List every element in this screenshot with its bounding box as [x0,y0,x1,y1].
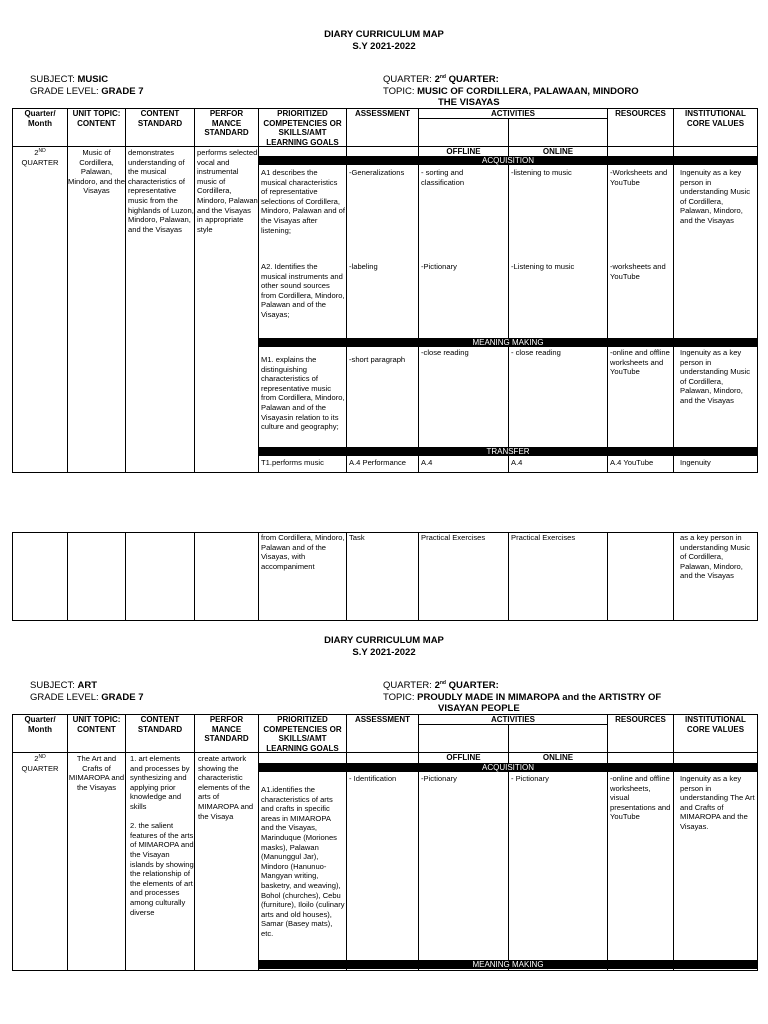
music-doc-title: DIARY CURRICULUM MAP [324,29,444,40]
music-performance-standard-cell: performs selected vocal and instrumental music of Cordillera, Mindoro, Palawan and the Visayas in appropriate style [197,148,258,234]
art-col-activities: ACTIVITIES [490,715,535,724]
music-col-activities: ACTIVITIES [490,109,535,118]
music-assessment-t1: A.4 Performance [349,458,406,467]
art-performance-standard-cell: create artwork showing the characteristic elements of the arts of MIMAROPA and the Visaya [198,754,254,821]
music-online-m1: - close reading [511,348,561,357]
art-quarter-cell: 2ND QUARTER [21,754,59,773]
art-acquisition-bar: ACQUISITION [258,763,758,772]
art-offline-header: OFFLINE [446,753,481,762]
music-online-header: ONLINE [542,147,574,156]
music-col-unit: UNIT TOPIC: CONTENT [72,109,121,128]
music-col-content-standard: CONTENT STANDARD [137,109,183,128]
art-col-performance-standard: PERFOR MANCE STANDARD [204,715,249,743]
music-school-year: S.Y 2021-2022 [352,41,416,52]
art-subject: SUBJECT: ART [30,680,98,691]
music-col-competencies: PRIORITIZED COMPETENCIES OR SKILLS/AMT LEARNING GOALS [263,109,342,147]
cont-online: Practical Exercises [511,533,576,542]
music-offline-a1: - sorting and classification [421,168,465,187]
music-online-t1: A.4 [511,458,523,467]
art-quarter: QUARTER: 2nd QUARTER: [383,680,499,691]
music-resources-m1: -online and offline worksheets and YouTube [610,348,670,377]
music-offline-a2: -Pictionary [421,262,457,271]
music-resources-a1: -Worksheets and YouTube [610,168,668,187]
music-quarter: QUARTER: 2nd QUARTER: [383,74,499,85]
music-topic-line2: THE VISAYAS [438,97,500,108]
music-values-a1: Ingenuity as a key person in understanding Music of Cordillera, Palawan, Mindoro, and the Visayas [680,168,751,225]
music-transfer-bar: TRANSFER [258,447,758,456]
art-meaning-making-bar: MEANING MAKING [258,960,758,969]
music-topic: TOPIC: MUSIC OF CORDILLERA, PALAWAAN, MINDORO [383,86,639,97]
music-col-performance-standard: PERFOR MANCE STANDARD [204,109,249,137]
art-col-content-standard: CONTENT STANDARD [137,715,183,734]
music-online-a2: -Listening to music [511,262,575,271]
art-online-a1: - Pictionary [511,774,549,783]
music-grade: GRADE LEVEL: GRADE 7 [30,86,144,97]
music-online-a1: -listening to music [511,168,572,177]
art-topic: TOPIC: PROUDLY MADE IN MIMAROPA and the ARTISTRY OF [383,692,662,703]
art-col-unit: UNIT TOPIC: CONTENT [72,715,121,734]
art-values-a1: Ingenuity as a key person in understanding The Art and Crafts of MIMAROPA and the Visayas. [680,774,755,831]
music-col-assessment: ASSESSMENT [354,109,411,118]
cont-values: as a key person in understanding Music of Cordillera, Palawan, Mindoro, and the Visayas [680,533,751,581]
art-offline-a1: -Pictionary [421,774,457,783]
art-topic-line2: VISAYAN PEOPLE [438,703,520,714]
cont-assessment: Task [349,533,365,542]
art-col-competencies: PRIORITIZED COMPETENCIES OR SKILLS/AMT LEARNING GOALS [263,715,342,753]
music-col-quarter: Quarter/ Month [24,109,56,128]
art-col-assessment: ASSESSMENT [354,715,411,724]
music-offline-m1: -close reading [421,348,469,357]
music-competency-t1: T1.performs music [261,458,324,467]
music-quarter-cell: 2ND QUARTER [21,148,59,167]
music-assessment-m1: -short paragraph [349,355,406,364]
art-doc-title: DIARY CURRICULUM MAP [324,635,444,646]
art-content-standard-cell: 1. art elements and processes by synthesizing and applying prior knowledge and skills 2. the salient features of the arts of MIMAROPA and the Visayan islands by showing the relationship of the elements of art and processes among culturally diverse [130,754,194,917]
music-assessment-a2: -labeling [349,262,378,271]
music-content-standard-cell: demonstrates understanding of the musical characteristics of representative music from the highlands of Luzon, Mindoro, Palawan, and the Visayas [128,148,194,234]
art-grade: GRADE LEVEL: GRADE 7 [30,692,144,703]
music-competency-m1: M1. explains the distinguishing characteristics of representative music from Cordillera, Mindoro, Palawan and of the Visayasin relation to its culture and geography; [261,355,345,432]
music-assessment-a1: -Generalizations [349,168,405,177]
music-acquisition-bar: ACQUISITION [258,156,758,165]
music-competency-a1: A1 describes the musical characteristics of representative selections of Cordillera, Mindoro, Palawan and of the Visayas after listening; [261,168,345,235]
cont-offline: Practical Exercises [421,533,486,542]
art-unit-cell: The Art and Crafts of MIMAROPA and the Visayas [68,754,125,792]
art-col-resources: RESOURCES [615,715,666,724]
music-values-t1: Ingenuity [680,458,711,467]
music-resources-t1: A.4 YouTube [610,458,654,467]
music-offline-header: OFFLINE [446,147,481,156]
music-meaning-making-bar: MEANING MAKING [258,338,758,347]
music-col-resources: RESOURCES [615,109,666,118]
art-col-quarter: Quarter/ Month [24,715,56,734]
art-school-year: S.Y 2021-2022 [352,647,416,658]
art-online-header: ONLINE [542,753,574,762]
music-competency-a2: A2. Identifies the musical instruments and other sound sources from Cordillera, Mindoro, Palawan and of the Visayas; [261,262,345,319]
music-unit-cell: Music of Cordillera, Palawan, Mindoro, and the Visayas [68,148,125,196]
music-col-core-values: INSTITUTIONAL CORE VALUES [685,109,746,128]
art-competency-a1: A1.identifies the characteristics of arts and crafts in specific areas in MIMAROPA and the Visayas, Marinduque (Moriones masks), Palawan (Manunggul Jar), Mindoro (Hanunuo-Mangyan writing, basketry, and weaving), Bohol (churches), Cebu (furniture), Iloilo (culinary arts and old houses), Samar (Basey mats), etc. [261,785,345,938]
music-subject: SUBJECT: MUSIC [30,74,109,85]
cont-competency: from Cordillera, Mindoro, Palawan and of the Visayas, with accompaniment [261,533,345,571]
music-resources-a2: -worksheets and YouTube [610,262,666,281]
music-values-m1: Ingenuity as a key person in understanding Music of Cordillera, Palawan, Mindoro, and the Visayas [680,348,751,405]
music-offline-t1: A.4 [421,458,433,467]
art-col-core-values: INSTITUTIONAL CORE VALUES [685,715,746,734]
art-assessment-a1: - Identification [349,774,397,783]
art-resources-a1: -online and offline worksheets, visual presentations and YouTube [610,774,671,822]
